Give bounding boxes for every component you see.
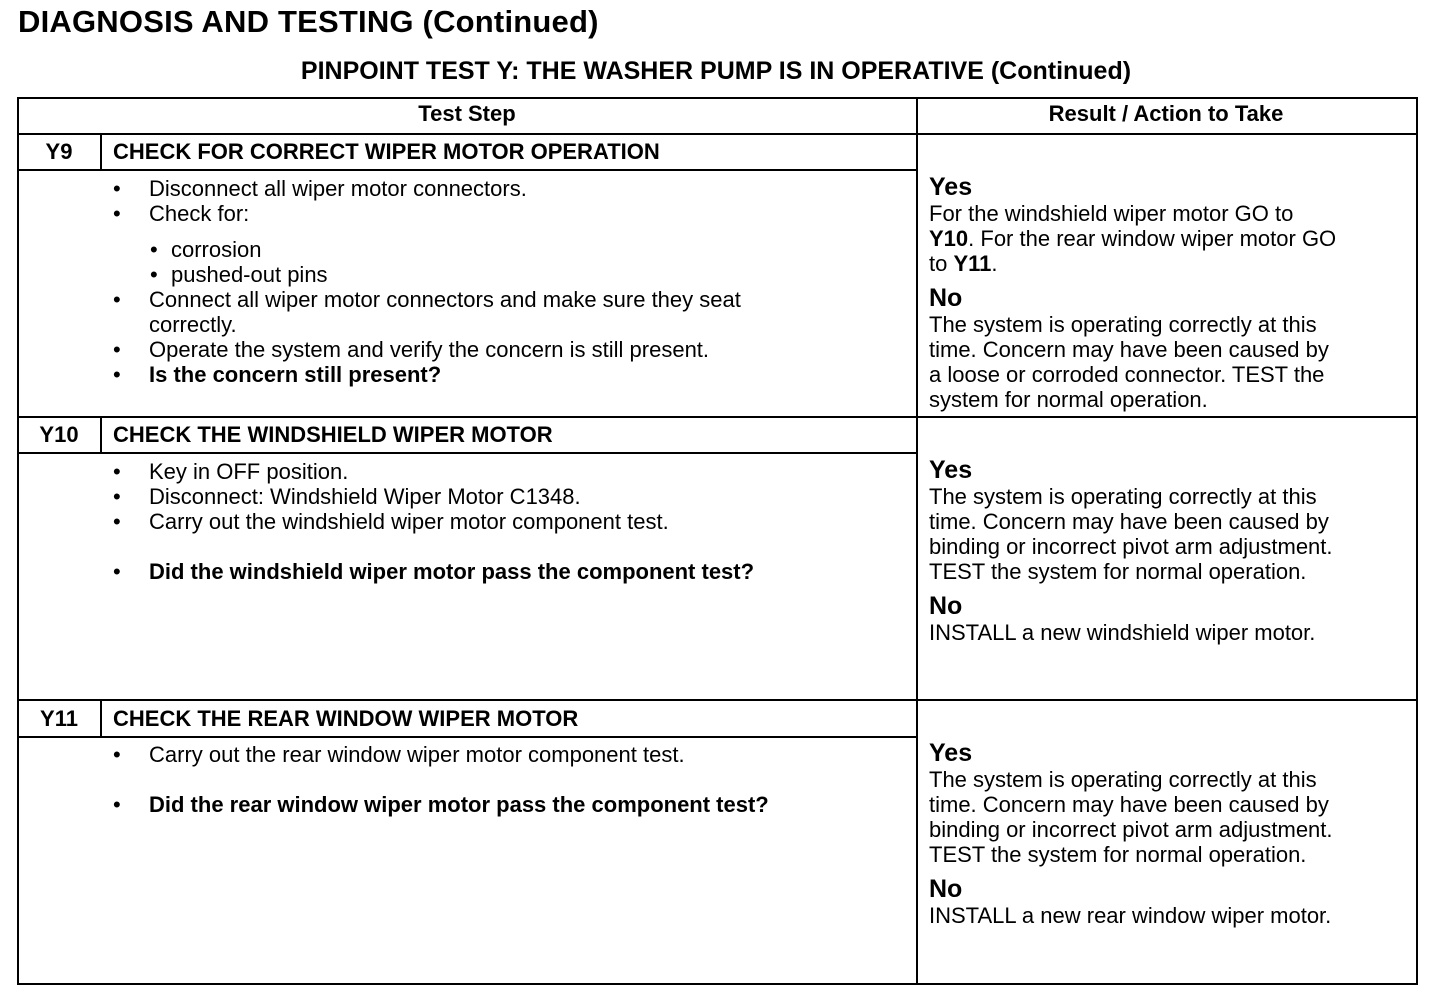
step-id: Y9 [45, 139, 73, 164]
result-text: system for normal operation. [929, 387, 1208, 412]
no-label: No [929, 592, 963, 620]
id-divider [100, 133, 102, 170]
bullet: • [113, 484, 121, 509]
action-text: Carry out the rear window wiper motor component test. [149, 742, 685, 767]
action-text: Disconnect all wiper motor connectors. [149, 176, 527, 201]
section-rule [17, 699, 1418, 701]
question-text: Is the concern still present? [149, 362, 442, 387]
step-reference: Y11 [953, 251, 992, 276]
result-text: The system is operating correctly at this [929, 484, 1317, 509]
bullet: • [113, 742, 121, 767]
header-result: Result / Action to Take [1048, 101, 1284, 126]
bullet: • [113, 459, 121, 484]
step-reference: Y10 [929, 226, 969, 251]
result-text: . [991, 251, 998, 276]
question-text: Did the rear window wiper motor pass the component test? [149, 792, 769, 817]
action-text: Key in OFF position. [149, 459, 349, 484]
result-text: time. Concern may have been caused by [929, 792, 1329, 817]
id-divider [100, 700, 102, 738]
step-title-rule [17, 452, 917, 454]
step-id: Y10 [39, 422, 79, 447]
sub-action-text: pushed-out pins [171, 262, 328, 287]
no-label: No [929, 284, 963, 312]
result-text-line [929, 226, 1336, 251]
question-text: Did the windshield wiper motor pass the component test? [149, 559, 755, 584]
no-label: No [929, 875, 963, 903]
id-divider [100, 417, 102, 454]
bullet: • [113, 337, 121, 362]
action-text: Check for: [149, 201, 250, 226]
action-text: Disconnect: Windshield Wiper Motor C1348. [149, 484, 581, 509]
result-text-line [929, 251, 998, 276]
bullet: • [113, 201, 121, 226]
result-text: For the windshield wiper motor GO to [929, 201, 1294, 226]
page-title: DIAGNOSIS AND TESTING (Continued) [18, 4, 599, 39]
sub-bullet: • [150, 237, 158, 262]
step-id: Y11 [40, 706, 78, 731]
step-title-rule [17, 736, 917, 738]
bullet: • [113, 287, 121, 312]
result-text: TEST the system for normal operation. [929, 559, 1307, 584]
result-text: TEST the system for normal operation. [929, 842, 1307, 867]
result-text: The system is operating correctly at this [929, 312, 1317, 337]
action-text: Operate the system and verify the concern is still present. [149, 337, 710, 362]
result-text: binding or incorrect pivot arm adjustment. [929, 534, 1333, 559]
header-rule [17, 133, 1418, 135]
result-text: INSTALL a new windshield wiper motor. [929, 620, 1316, 645]
table-title: PINPOINT TEST Y: THE WASHER PUMP IS IN OPERATIVE (Continued) [300, 57, 1132, 85]
header-test-step: Test Step [418, 101, 516, 126]
step-title: CHECK FOR CORRECT WIPER MOTOR OPERATION [113, 139, 660, 164]
bullet: • [113, 176, 121, 201]
sub-action-text: corrosion [171, 237, 262, 262]
step-title-rule [17, 169, 917, 171]
result-text: to [929, 251, 954, 276]
result-text: . For the rear window wiper motor GO [968, 226, 1337, 251]
result-text: INSTALL a new rear window wiper motor. [929, 903, 1332, 928]
bullet: • [113, 792, 121, 817]
step-title: CHECK THE WINDSHIELD WIPER MOTOR [113, 422, 553, 447]
result-text: The system is operating correctly at this [929, 767, 1317, 792]
yes-label: Yes [929, 456, 973, 484]
section-rule [17, 416, 1418, 418]
action-text: Connect all wiper motor connectors and make sure they seat [149, 287, 741, 312]
action-text: correctly. [149, 312, 237, 337]
result-text: time. Concern may have been caused by [929, 509, 1329, 534]
yes-label: Yes [929, 739, 973, 767]
column-divider [916, 97, 918, 985]
bullet: • [113, 509, 121, 534]
result-text: time. Concern may have been caused by [929, 337, 1329, 362]
yes-label: Yes [929, 173, 973, 201]
bullet: • [113, 362, 121, 387]
result-text: a loose or corroded connector. TEST the [929, 362, 1325, 387]
bullet: • [113, 559, 121, 584]
action-text: Carry out the windshield wiper motor component test. [149, 509, 669, 534]
result-text: binding or incorrect pivot arm adjustment. [929, 817, 1333, 842]
sub-bullet: • [150, 262, 158, 287]
step-title: CHECK THE REAR WINDOW WIPER MOTOR [113, 706, 579, 731]
